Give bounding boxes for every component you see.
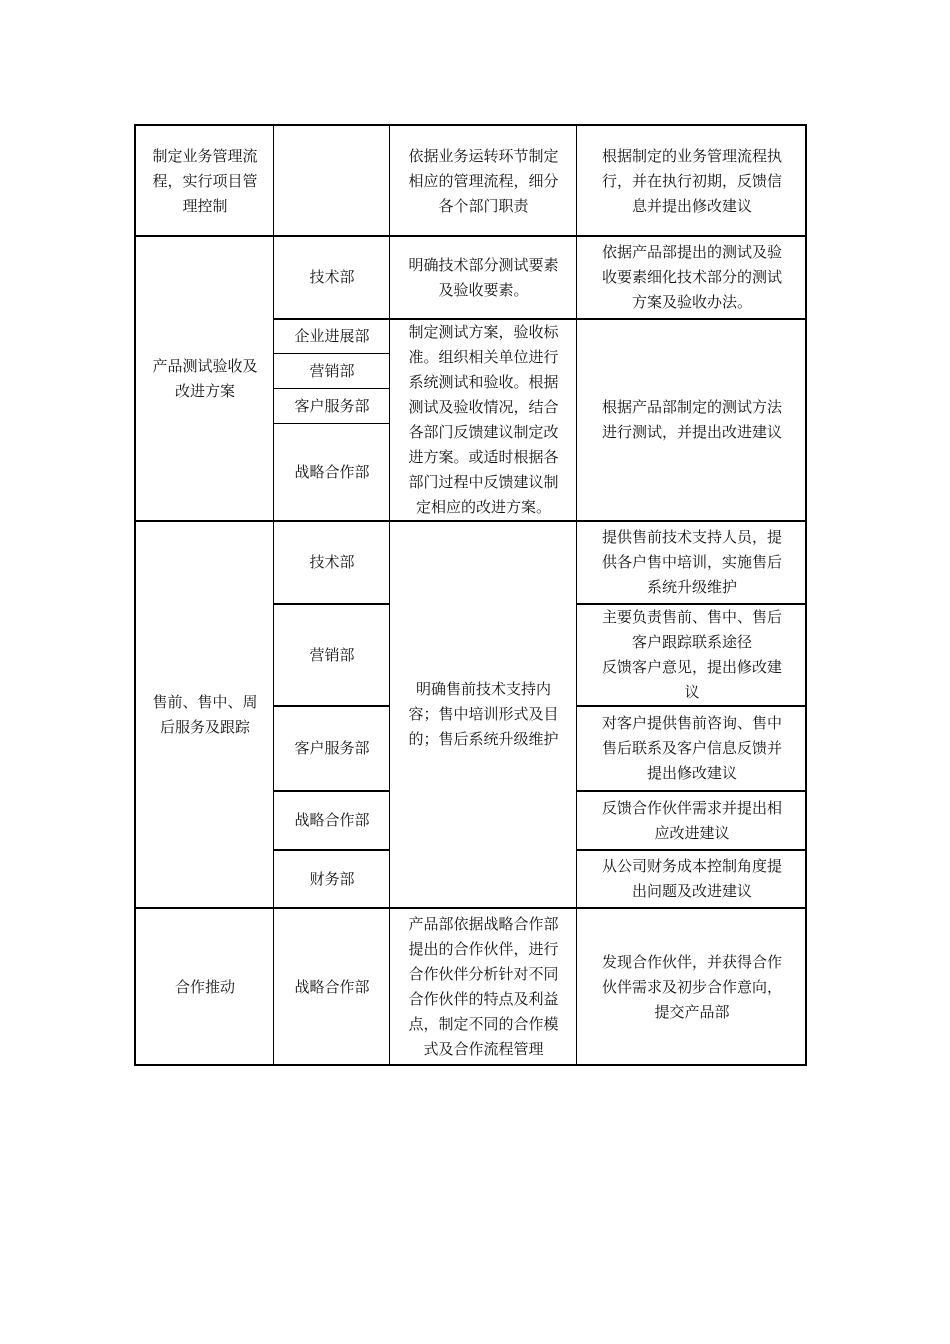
row4-response: 发现合作伙伴，并获得合作 伙伴需求及初步合作意向， 提交产品部: [601, 952, 782, 1021]
row3-response-tech: 提供售前技术支持人员，提 供各户售中培训，实施售后 系统升级维护: [601, 528, 782, 596]
row2-sub-divider-3: [274, 388, 390, 389]
row4-task: 产品部依据战略合作部 提出的合作伙伴，进行 合作伙伴分析针对不同 合作伙伴的特点及利益 点，制定不同的合作模 式及合作流程管理: [408, 915, 559, 1058]
row2-sub-divider-4: [274, 423, 390, 424]
row3-dept-customer: 客户服务部: [294, 739, 370, 757]
row4-dept: 战略合作部: [294, 977, 370, 996]
row3-response-finance: 从公司财务成本控制角度提 出问题及改进建议: [601, 857, 782, 900]
row1-category: 制定业务管理流 程，实行项目管 理控制: [152, 146, 258, 215]
row2-dept-strategy: 战略合作部: [294, 463, 370, 481]
row2-dept-marketing: 营销部: [309, 362, 355, 380]
row-divider-1: [136, 235, 807, 237]
row3-sub-divider-1b: [577, 603, 807, 605]
row3-category: 售前、售中、周 后服务及跟踪: [152, 692, 258, 736]
row3-sub-divider-2a: [274, 705, 390, 707]
row3-dept-marketing: 营销部: [309, 645, 355, 664]
row3-response-customer: 对客户提供售前咨询、售中 售后联系及客户信息反馈并 提出修改建议: [601, 714, 782, 782]
row2-response-tech: 依据产品部提出的测试及验 收要素细化技术部分的测试 方案及验收办法。: [601, 243, 782, 311]
row2-shared-response: 根据产品部制定的测试方法 进行测试，并提出改进建议: [601, 398, 782, 441]
row4-category: 合作推动: [174, 977, 235, 996]
row1-dept: [274, 126, 390, 236]
row3-sub-divider-4b: [577, 849, 807, 851]
row3-shared-task: 明确售前技术支持内 容；售中培训形式及目 的；售后系统升级维护: [408, 680, 559, 748]
row3-sub-divider-3a: [274, 790, 390, 792]
responsibility-table: [134, 124, 807, 1066]
row3-sub-divider-2b: [577, 705, 807, 707]
row3-sub-divider-1a: [274, 603, 390, 605]
row3-dept-tech: 技术部: [309, 553, 355, 571]
row-divider-2: [136, 520, 807, 522]
col-divider-3: [576, 126, 577, 1066]
row2-shared-task: 制定测试方案，验收标 准。组织相关单位进行 系统测试和验收。根据 测试及验收情况，结合 各部门反馈建议制定改 进方案。或适时根据各 部门过程中反馈建议制 定相应的改进方案。: [408, 323, 559, 516]
row3-sub-divider-4a: [274, 849, 390, 851]
row2-sub-divider-2: [274, 353, 390, 354]
row2-category: 产品测试验收及 改进方案: [152, 356, 258, 400]
row1-response: 根据制定的业务管理流程执 行，并在执行初期，反馈信 息并提出修改建议: [601, 146, 782, 215]
row3-response-marketing: 主要负责售前、售中、售后 客户跟踪联系途径 反馈客户意见，提出修改建 议: [601, 608, 782, 701]
row1-task: 依据业务运转环节制定 相应的管理流程，细分 各个部门职责: [408, 146, 559, 215]
col-divider-2: [389, 126, 390, 1066]
col-divider-1: [273, 126, 274, 1066]
row3-dept-strategy: 战略合作部: [294, 811, 370, 829]
row2-dept-customer: 客户服务部: [294, 397, 370, 415]
row2-task-tech: 明确技术部分测试要素 及验收要素。: [408, 255, 559, 299]
row-divider-3: [136, 907, 807, 909]
row3-sub-divider-3b: [577, 790, 807, 792]
row3-response-strategy: 反馈合作伙伴需求并提出相 应改进建议: [601, 798, 782, 842]
row2-dept-enterprise: 企业进展部: [294, 327, 370, 345]
row2-dept-tech: 技术部: [309, 268, 355, 286]
row2-sub-divider-1: [274, 318, 807, 320]
row3-dept-finance: 财务部: [309, 869, 355, 888]
